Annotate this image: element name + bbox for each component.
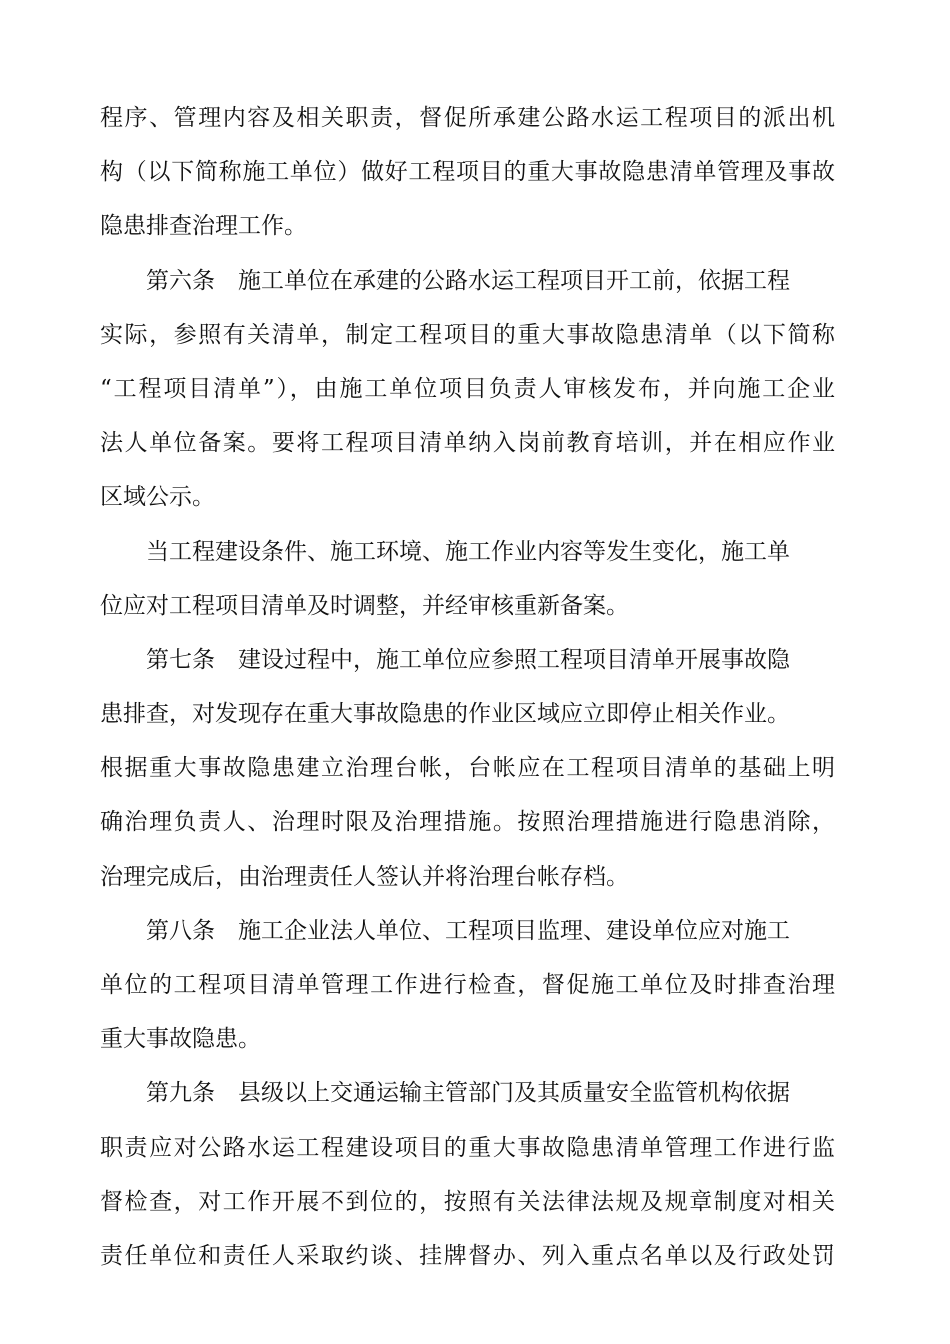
text-line: 责任单位和责任人采取约谈、挂牌督办、列入重点名单以及行政处罚 [100, 1242, 835, 1269]
text-line: 根据重大事故隐患建立治理台帐，台帐应在工程项目清单的基础上明 [100, 755, 835, 782]
text-line: 隐患排查治理工作。 [100, 213, 307, 240]
text-line: 位应对工程项目清单及时调整，并经审核重新备案。 [100, 592, 629, 619]
article-6-line: 第六条 施工单位在承建的公路水运工程项目开工前，依据工程 [146, 267, 790, 294]
document-body [100, 91, 860, 1283]
article-7-line: 第七条 建设过程中，施工单位应参照工程项目清单开展事故隐 [146, 646, 790, 673]
article-9-line: 第九条 县级以上交通运输主管部门及其质量安全监管机构依据 [146, 1080, 790, 1107]
text-line: “工程项目清单”），由施工单位项目负责人审核发布，并向施工企业 [100, 375, 835, 402]
text-line: 程序、管理内容及相关职责，督促所承建公路水运工程项目的派出机 [100, 105, 835, 131]
text-line: 督检查，对工作开展不到位的，按照有关法律法规及规章制度对相关 [100, 1188, 835, 1215]
text-line: 法人单位备案。要将工程项目清单纳入岗前教育培训，并在相应作业 [100, 430, 835, 457]
text-line: 职责应对公路水运工程建设项目的重大事故隐患清单管理工作进行监 [100, 1134, 835, 1161]
text-line: 确治理负责人、治理时限及治理措施。按照治理措施进行隐患消除， [100, 809, 835, 836]
text-line: 患排查，对发现存在重大事故隐患的作业区域应立即停止相关作业。 [100, 701, 790, 728]
article-8-line: 第八条 施工企业法人单位、工程项目监理、建设单位应对施工 [146, 917, 790, 944]
paragraph-start-line: 当工程建设条件、施工环境、施工作业内容等发生变化，施工单 [146, 538, 790, 565]
text-line: 治理完成后，由治理责任人签认并将治理台帐存档。 [100, 863, 629, 890]
text-line: 重大事故隐患。 [100, 1026, 261, 1053]
text-line: 单位的工程项目清单管理工作进行检查，督促施工单位及时排查治理 [100, 972, 835, 998]
text-line: 实际，参照有关清单，制定工程项目的重大事故隐患清单（以下简称 [100, 321, 835, 348]
text-line: 构（以下简称施工单位）做好工程项目的重大事故隐患清单管理及事故 [100, 159, 835, 186]
text-line: 区域公示。 [100, 484, 215, 511]
